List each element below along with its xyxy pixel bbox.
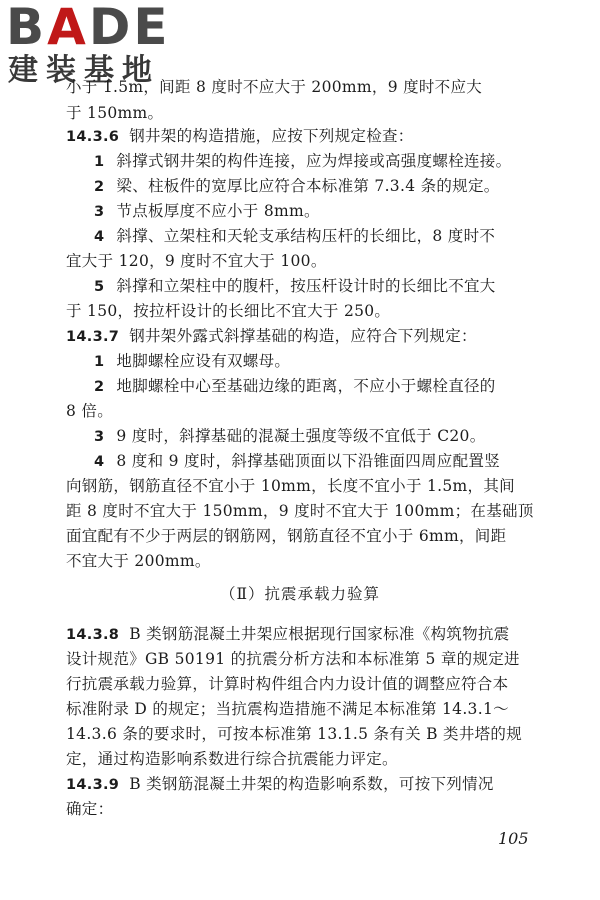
list-item-continuation: 于 150，按拉杆设计的长细比不宜大于 250。 xyxy=(66,302,391,320)
list-item-continuation: 距 8 度时不宜大于 150mm，9 度时不宜大于 100mm；在基础顶 xyxy=(66,502,534,520)
list-item: 1 斜撑式钢井架的构件连接，应为焊接或高强度螺栓连接。 xyxy=(94,152,512,170)
list-item: 2 地脚螺栓中心至基础边缘的距离，不应小于螺栓直径的 xyxy=(94,377,496,395)
list-item: 4 斜撑、立架柱和天轮支承结构压杆的长细比，8 度时不 xyxy=(94,227,496,245)
list-item: 5 斜撑和立架柱中的腹杆，按压杆设计时的长细比不宜大 xyxy=(94,277,496,295)
text-line: 定，通过构造影响系数进行综合抗震能力评定。 xyxy=(66,750,398,768)
text-line: 标准附录 D 的规定；当抗震构造措施不满足本标准第 14.3.1～ xyxy=(66,700,509,718)
list-item: 1 地脚螺栓应设有双螺母。 xyxy=(94,352,291,370)
list-item: 2 梁、柱板件的宽厚比应符合本标准第 7.3.4 条的规定。 xyxy=(94,177,500,195)
clause-14-3-7-heading xyxy=(66,324,552,348)
clause-number: 14.3.7 xyxy=(66,329,120,345)
text-line: 行抗震承载力验算，计算时构件组合内力设计值的调整应符合本 xyxy=(66,675,509,693)
list-item-continuation: 8 倍。 xyxy=(66,402,113,420)
clause-title: 钢井架外露式斜撑基础的构造，应符合下列规定： xyxy=(129,327,477,345)
text-line: 小于 1.5m，间距 8 度时不应大于 200mm，9 度时不应大 xyxy=(66,78,483,96)
list-item-continuation: 面宜配有不少于两层的钢筋网，钢筋直径不宜小于 6mm，间距 xyxy=(66,527,507,545)
section-subheading: （Ⅱ）抗震承载力验算 xyxy=(219,585,381,603)
list-item: 3 节点板厚度不应小于 8mm。 xyxy=(94,202,320,220)
clause-number: 14.3.6 xyxy=(66,129,120,145)
logo-brand-text: BADE xyxy=(6,0,171,56)
text-line: 确定： xyxy=(66,800,114,818)
text-line: 于 150mm。 xyxy=(66,104,164,122)
clause-text: B 类钢筋混凝土井架应根据现行国家标准《构筑物抗震 xyxy=(129,625,510,643)
clause-text: B 类钢筋混凝土井架的构造影响系数，可按下列情况 xyxy=(129,775,494,793)
clause-number: 14.3.8 xyxy=(66,627,120,643)
clause-14-3-8-heading xyxy=(66,622,552,646)
list-item-continuation: 不宜大于 200mm。 xyxy=(66,552,211,570)
list-item-continuation: 宜大于 120，9 度时不宜大于 100。 xyxy=(66,252,327,270)
clause-14-3-6-heading xyxy=(66,124,552,148)
text-line: 14.3.6 条的要求时，可按本标准第 13.1.5 条有关 B 类井塔的规 xyxy=(66,725,523,743)
logo-brand-chinese: 建装基地 xyxy=(8,53,160,88)
text-line: 设计规范》GB 50191 的抗震分析方法和本标准第 5 章的规定进 xyxy=(66,650,520,668)
clause-14-3-9-heading xyxy=(66,772,552,796)
clause-number: 14.3.9 xyxy=(66,777,120,793)
page-number: 105 xyxy=(498,829,529,848)
list-item-continuation: 向钢筋，钢筋直径不宜小于 10mm，长度不宜小于 1.5m，其间 xyxy=(66,477,515,495)
list-item: 4 8 度和 9 度时，斜撑基础顶面以下沿锥面四周应配置竖 xyxy=(94,452,500,470)
list-item: 3 9 度时，斜撑基础的混凝土强度等级不宜低于 C20。 xyxy=(94,427,486,445)
clause-title: 钢井架的构造措施，应按下列规定检查： xyxy=(129,127,414,145)
